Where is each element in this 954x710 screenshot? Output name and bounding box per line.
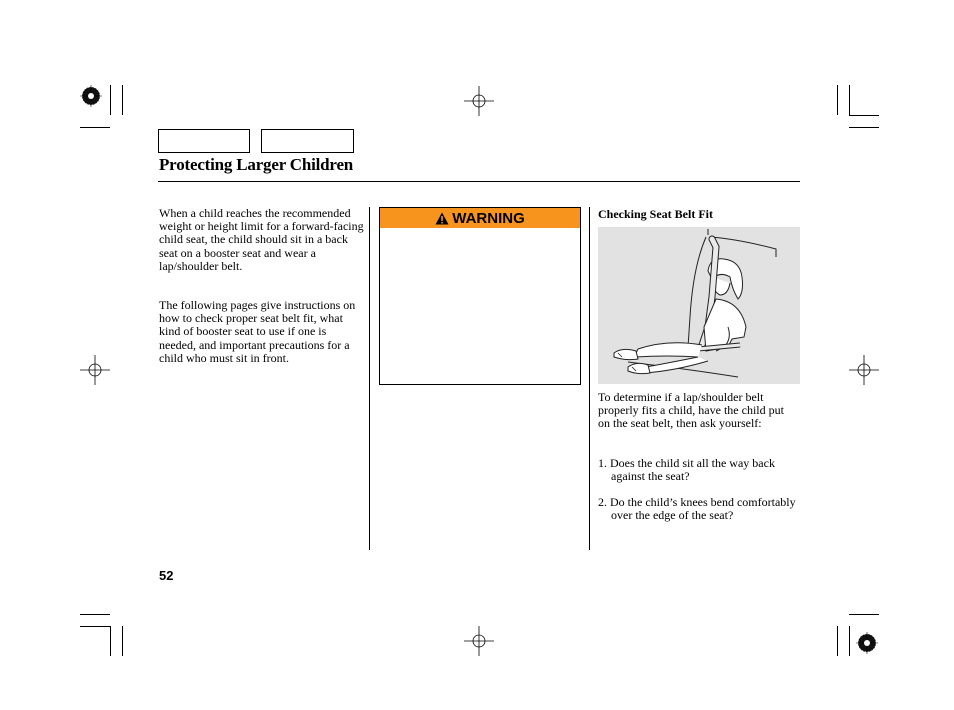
crosshair-bottom-icon: [464, 626, 494, 656]
registration-mark-bottom-right-icon: [856, 632, 878, 654]
title-rule: [158, 181, 800, 182]
warning-label: WARNING: [452, 209, 525, 227]
column-divider-1: [369, 207, 370, 550]
crosshair-left-icon: [80, 355, 110, 385]
crosshair-top-icon: [464, 86, 494, 116]
intro-paragraph: When a child reaches the recommended weight or height limit for a forward-facing child seat, the child should sit in a back seat on a booster seat and wear a lap/shoulder belt.: [159, 206, 364, 273]
warning-header: [380, 208, 580, 228]
page-title: Protecting Larger Children: [159, 155, 354, 174]
registration-mark-top-left-icon: [80, 85, 102, 107]
warning-box: [379, 207, 581, 385]
column-divider-2: [589, 207, 590, 550]
seat-belt-fit-intro: To determine if a lap/shoulder belt properly fits a child, have the child put on the seat belt, then ask yourself:: [598, 390, 784, 431]
instructions-paragraph: The following pages give instructions on how to check proper seat belt fit, what kind of booster seat to use if one is needed, and important precautions for a child who must sit in front.: [159, 298, 356, 365]
crosshair-right-icon: [849, 355, 879, 385]
seat-belt-fit-heading: Checking Seat Belt Fit: [598, 207, 713, 221]
page-number: 52: [159, 568, 174, 583]
child-seat-belt-illustration: [598, 227, 800, 384]
nav-tab-main-menu[interactable]: [158, 129, 250, 153]
question-2: 2. Do the child’s knees bend comfortably over the edge of the seat?: [598, 495, 796, 523]
nav-tab-table-of-contents[interactable]: [261, 129, 354, 153]
question-1: 1. Does the child sit all the way back against the seat?: [598, 456, 775, 484]
child-seated-illustration-icon: [598, 227, 800, 384]
warning-triangle-icon: [435, 212, 449, 225]
